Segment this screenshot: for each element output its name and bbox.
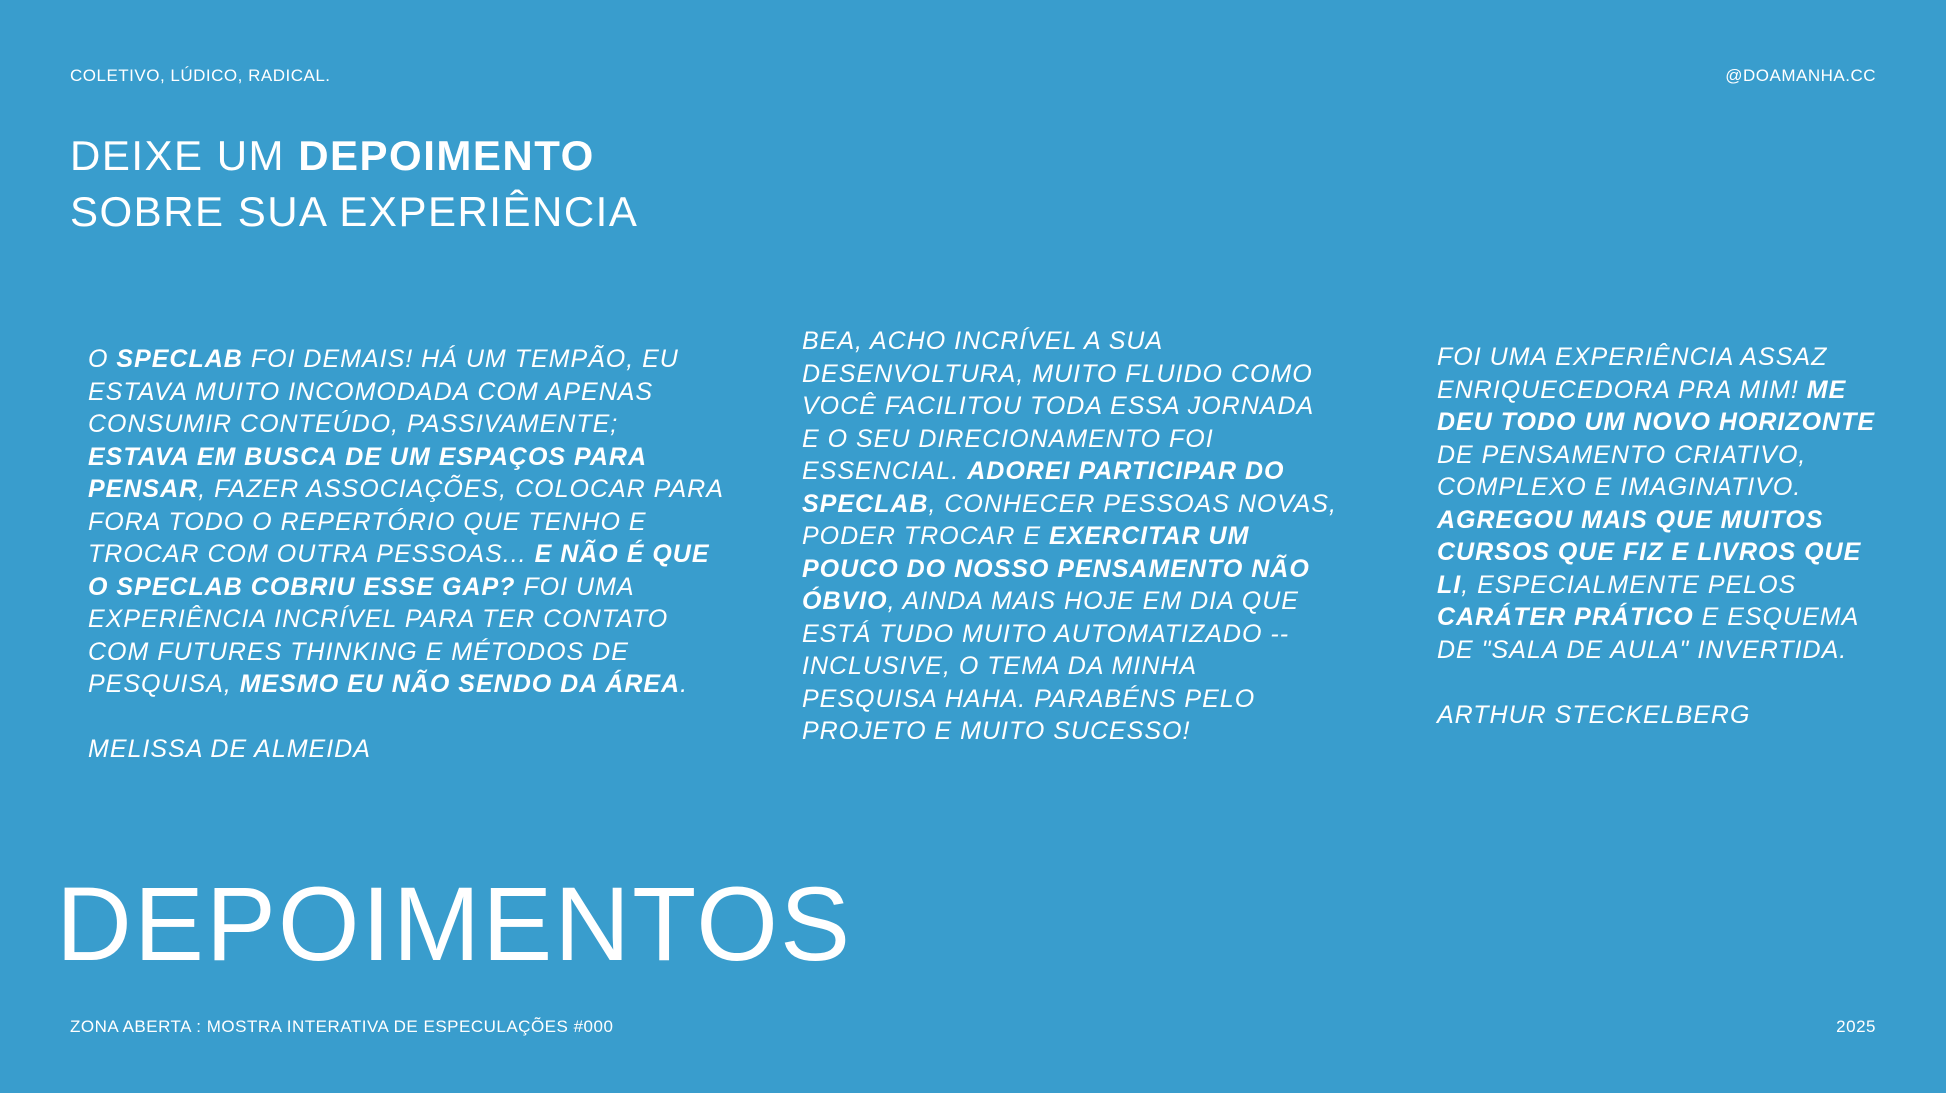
headline-line-1 xyxy=(70,128,638,184)
emphasis-text: O SPECLAB COBRIU ESSE GAP? xyxy=(88,572,516,601)
testimonial-line xyxy=(88,506,724,539)
testimonial-line xyxy=(802,488,1337,521)
testimonial-line xyxy=(1437,471,1875,504)
body-text: , ESPECIALMENTE PELOS xyxy=(1461,570,1797,599)
testimonial-line xyxy=(1437,439,1875,472)
emphasis-text: CARÁTER PRÁTICO xyxy=(1437,603,1694,631)
testimonial-line xyxy=(802,683,1337,716)
body-text: ESSENCIAL. xyxy=(802,457,968,485)
body-text: ESTÁ TUDO MUITO AUTOMATIZADO -- xyxy=(802,619,1290,648)
emphasis-text: SPECLAB xyxy=(802,489,929,518)
testimonial-line xyxy=(88,538,724,571)
testimonial-line xyxy=(1437,406,1875,439)
emphasis-text: E NÃO É QUE xyxy=(534,540,710,568)
body-text: PODER TROCAR E xyxy=(802,522,1049,550)
testimonial-line xyxy=(802,455,1337,488)
testimonial-line xyxy=(88,441,724,474)
emphasis-text: PENSAR xyxy=(88,475,199,503)
body-text: CONSUMIR CONTEÚDO, PASSIVAMENTE; xyxy=(88,410,619,438)
testimonial-line xyxy=(88,603,724,636)
body-text: FOI UMA EXPERIÊNCIA ASSAZ xyxy=(1437,343,1828,371)
testimonial-line xyxy=(802,358,1337,391)
body-text: E O SEU DIRECIONAMENTO FOI xyxy=(802,424,1214,453)
body-text: COM FUTURES THINKING E MÉTODOS DE xyxy=(88,637,629,666)
headline-prefix: DEIXE UM xyxy=(70,132,299,179)
testimonial-line xyxy=(802,520,1337,553)
body-text: PROJETO E MUITO SUCESSO! xyxy=(802,717,1191,745)
emphasis-text: EXERCITAR UM xyxy=(1048,522,1250,550)
body-text: DE "SALA DE AULA" INVERTIDA. xyxy=(1437,635,1848,664)
emphasis-text: SPECLAB xyxy=(116,345,243,373)
testimonial-line xyxy=(1437,569,1875,602)
body-text: COMPLEXO E IMAGINATIVO. xyxy=(1437,473,1802,501)
body-text: . xyxy=(680,670,689,698)
testimonial-line xyxy=(802,715,1337,748)
testimonial-line xyxy=(802,325,1337,358)
body-text: PESQUISA HAHA. PARABÉNS PELO xyxy=(802,684,1256,713)
testimonial-line xyxy=(88,473,724,506)
emphasis-text: ESTAVA EM BUSCA DE UM ESPAÇOS PARA xyxy=(88,442,648,471)
testimonial-line xyxy=(802,390,1337,423)
body-text: TROCAR COM OUTRA PESSOAS... xyxy=(88,540,535,568)
emphasis-text: DEU TODO UM NOVO HORIZONTE xyxy=(1437,408,1876,436)
testimonial-2 xyxy=(802,325,1337,748)
emphasis-text: MESMO EU NÃO SENDO DA ÁREA xyxy=(239,670,681,698)
year: 2025 xyxy=(1836,1017,1876,1036)
emphasis-text: LI xyxy=(1437,570,1462,599)
body-text: INCLUSIVE, O TEMA DA MINHA xyxy=(802,652,1198,680)
body-text: DE PENSAMENTO CRIATIVO, xyxy=(1437,440,1807,469)
testimonial-line xyxy=(88,376,724,409)
testimonial-line xyxy=(88,668,724,701)
testimonial-line xyxy=(802,585,1337,618)
testimonial-line xyxy=(1437,536,1875,569)
testimonial-1 xyxy=(88,343,724,766)
testimonial-author: ARTHUR STECKELBERG xyxy=(1437,700,1751,729)
body-text: FORA TODO O REPERTÓRIO QUE TENHO E xyxy=(88,507,647,536)
tagline: COLETIVO, LÚDICO, RADICAL. xyxy=(70,66,331,85)
testimonial-line xyxy=(1437,374,1875,407)
body-text: PESQUISA, xyxy=(88,670,240,698)
testimonial-line xyxy=(802,423,1337,456)
headline xyxy=(70,128,638,240)
body-text: , AINDA MAIS HOJE EM DIA QUE xyxy=(887,587,1299,615)
testimonial-line xyxy=(88,571,724,604)
body-text: VOCÊ FACILITOU TODA ESSA JORNADA xyxy=(802,392,1315,420)
body-text: FOI DEMAIS! HÁ UM TEMPÃO, EU xyxy=(242,345,679,373)
emphasis-text: ÓBVIO xyxy=(802,587,888,615)
testimonial-line xyxy=(88,343,724,376)
testimonial-author: MELISSA DE ALMEIDA xyxy=(88,735,371,763)
body-text: ESTAVA MUITO INCOMODADA COM APENAS xyxy=(88,377,654,406)
event-name: ZONA ABERTA : MOSTRA INTERATIVA DE ESPECULAÇÕES #000 xyxy=(70,1017,614,1036)
body-text: EXPERIÊNCIA INCRÍVEL PARA TER CONTATO xyxy=(88,605,669,633)
testimonial-line xyxy=(802,618,1337,651)
body-text: FOI UMA xyxy=(515,572,635,601)
testimonial-line xyxy=(88,408,724,441)
social-handle: @DOAMANHA.CC xyxy=(1725,66,1876,85)
testimonial-line xyxy=(802,650,1337,683)
headline-emphasis: DEPOIMENTO xyxy=(298,132,595,179)
testimonial-line xyxy=(1437,601,1875,634)
testimonial-line xyxy=(1437,341,1875,374)
body-text: , FAZER ASSOCIAÇÕES, COLOCAR PARA xyxy=(198,475,724,503)
emphasis-text: CURSOS QUE FIZ E LIVROS QUE xyxy=(1437,538,1862,566)
emphasis-text: AGREGOU MAIS QUE MUITOS xyxy=(1437,505,1824,534)
testimonial-line xyxy=(1437,504,1875,537)
testimonial-line xyxy=(1437,634,1875,667)
body-text: , CONHECER PESSOAS NOVAS, xyxy=(928,489,1337,518)
body-text: O xyxy=(88,345,117,373)
emphasis-text: ADOREI PARTICIPAR DO xyxy=(967,457,1285,485)
testimonial-3 xyxy=(1437,341,1875,731)
body-text: ENRIQUECEDORA PRA MIM! xyxy=(1437,375,1807,404)
testimonial-line xyxy=(802,553,1337,586)
section-title: DEPOIMENTOS xyxy=(56,866,853,983)
testimonial-line xyxy=(88,636,724,669)
headline-line-2: SOBRE SUA EXPERIÊNCIA xyxy=(70,188,639,235)
body-text: BEA, ACHO INCRÍVEL A SUA xyxy=(802,327,1164,355)
body-text: DESENVOLTURA, MUITO FLUIDO COMO xyxy=(802,359,1313,388)
emphasis-text: ME xyxy=(1806,375,1847,404)
body-text: E ESQUEMA xyxy=(1693,603,1860,631)
emphasis-text: POUCO DO NOSSO PENSAMENTO NÃO xyxy=(802,554,1310,583)
